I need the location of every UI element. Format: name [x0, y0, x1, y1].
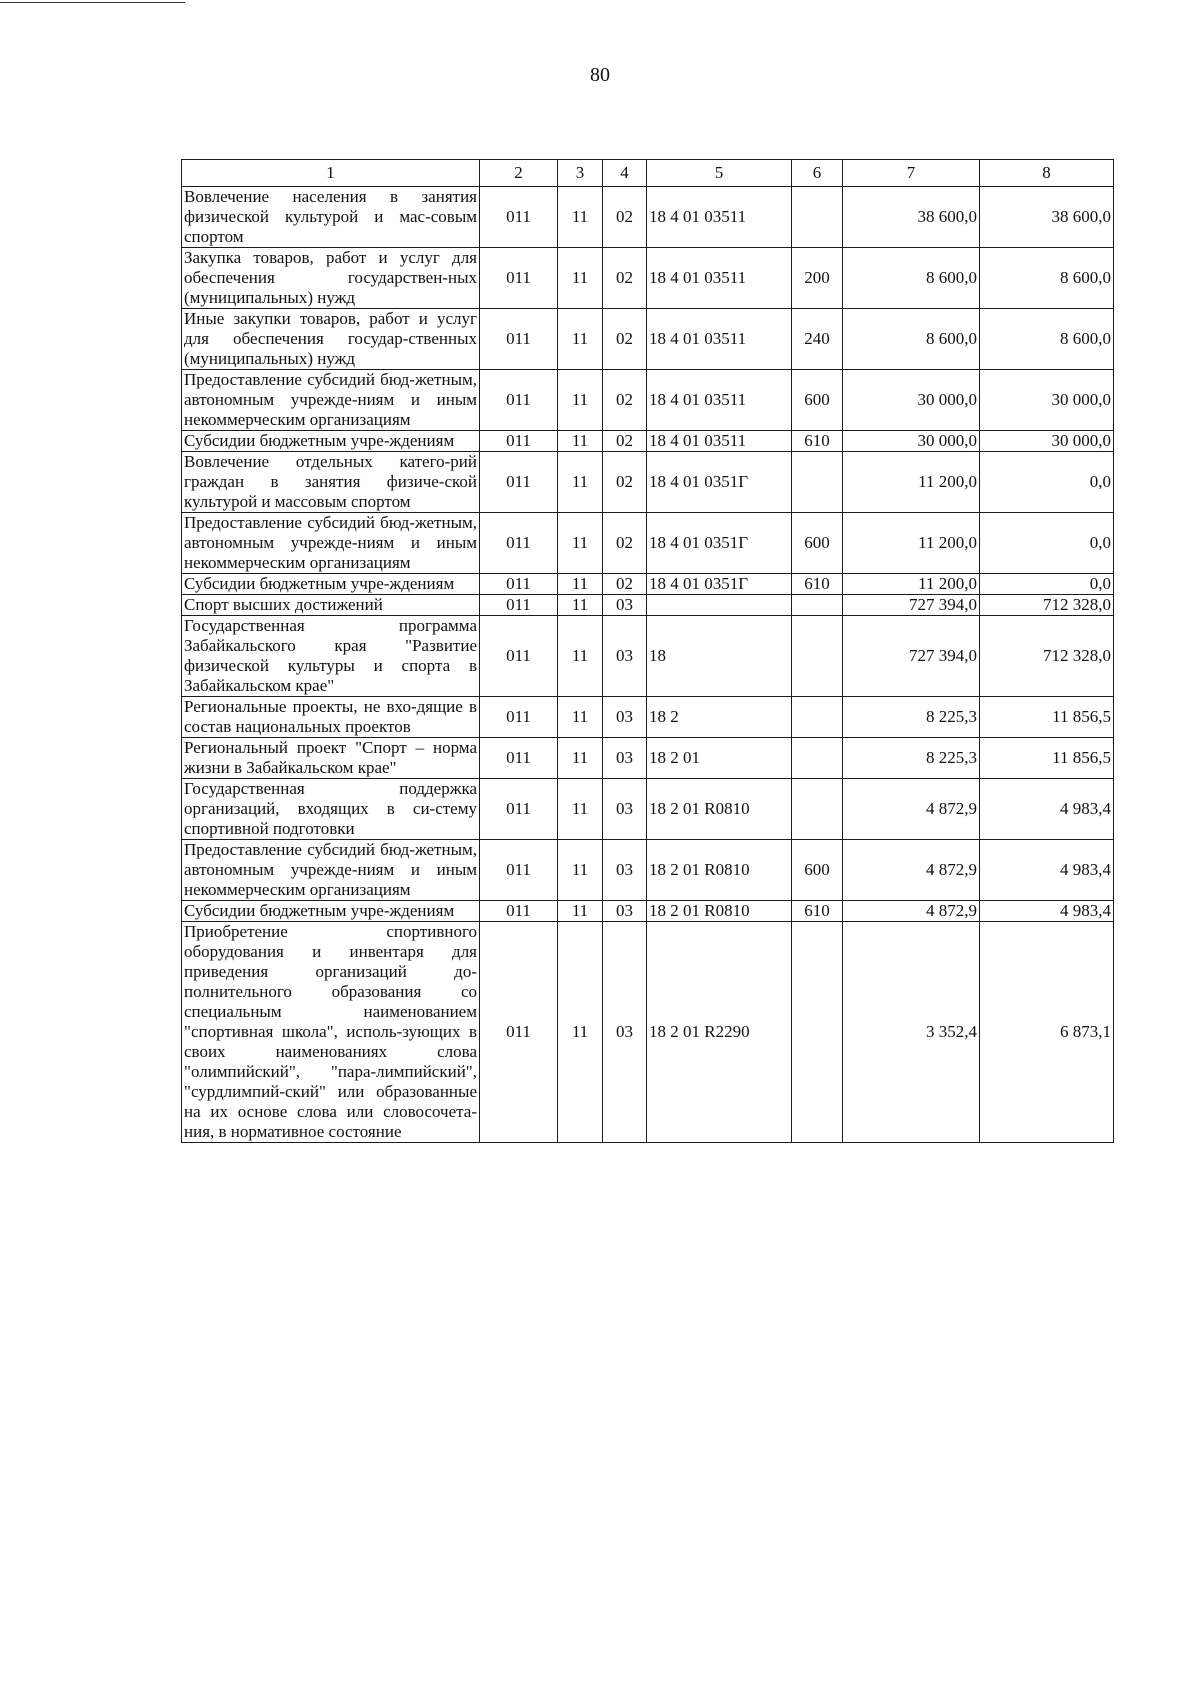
subsection-cell: 03	[603, 697, 647, 738]
amount-year1-cell: 4 872,9	[843, 901, 980, 922]
row-name-cell: Государственная поддержка организаций, входящих в си-стему спортивной подготовки	[182, 779, 480, 840]
amount-year1-cell: 11 200,0	[843, 452, 980, 513]
expense-type-cell: 600	[792, 840, 843, 901]
subsection-cell: 03	[603, 595, 647, 616]
section-cell: 11	[558, 738, 603, 779]
section-cell: 11	[558, 187, 603, 248]
amount-year2-cell: 8 600,0	[980, 309, 1114, 370]
subsection-cell: 03	[603, 616, 647, 697]
header-cell-6: 6	[792, 160, 843, 187]
admin-code-cell: 011	[480, 452, 558, 513]
table-row	[182, 370, 1114, 431]
subsection-cell: 02	[603, 513, 647, 574]
expense-type-cell	[792, 738, 843, 779]
amount-year2-cell: 30 000,0	[980, 370, 1114, 431]
row-name-cell: Субсидии бюджетным учре-ждениям	[182, 574, 480, 595]
admin-code-cell: 011	[480, 779, 558, 840]
table-row	[182, 431, 1114, 452]
amount-year2-cell: 6 873,1	[980, 922, 1114, 1143]
amount-year1-cell: 38 600,0	[843, 187, 980, 248]
table-row	[182, 616, 1114, 697]
expense-type-cell: 610	[792, 901, 843, 922]
subsection-cell: 02	[603, 370, 647, 431]
amount-year2-cell: 8 600,0	[980, 248, 1114, 309]
header-cell-3: 3	[558, 160, 603, 187]
amount-year1-cell: 11 200,0	[843, 513, 980, 574]
row-name-cell: Иные закупки товаров, работ и услуг для обеспечения государ-ственных (муниципальных) нужд	[182, 309, 480, 370]
section-cell: 11	[558, 574, 603, 595]
section-cell: 11	[558, 431, 603, 452]
row-name-cell: Субсидии бюджетным учре-ждениям	[182, 431, 480, 452]
admin-code-cell: 011	[480, 187, 558, 248]
expense-type-cell: 610	[792, 574, 843, 595]
scan-edge-line	[0, 2, 185, 3]
subsection-cell: 02	[603, 187, 647, 248]
expense-type-cell: 600	[792, 370, 843, 431]
expense-type-cell	[792, 595, 843, 616]
amount-year2-cell: 4 983,4	[980, 779, 1114, 840]
subsection-cell: 02	[603, 452, 647, 513]
subsection-cell: 03	[603, 922, 647, 1143]
expense-type-cell	[792, 616, 843, 697]
target-article-cell: 18 4 01 0351Г	[647, 452, 792, 513]
row-name-cell: Закупка товаров, работ и услуг для обеспечения государствен-ных (муниципальных) нужд	[182, 248, 480, 309]
table-row	[182, 779, 1114, 840]
table-row	[182, 574, 1114, 595]
section-cell: 11	[558, 779, 603, 840]
row-name-cell: Вовлечение населения в занятия физической культурой и мас-совым спортом	[182, 187, 480, 248]
target-article-cell: 18 4 01 03511	[647, 431, 792, 452]
table-row	[182, 840, 1114, 901]
subsection-cell: 02	[603, 309, 647, 370]
header-cell-4: 4	[603, 160, 647, 187]
header-cell-7: 7	[843, 160, 980, 187]
admin-code-cell: 011	[480, 616, 558, 697]
amount-year2-cell: 38 600,0	[980, 187, 1114, 248]
target-article-cell	[647, 595, 792, 616]
section-cell: 11	[558, 595, 603, 616]
admin-code-cell: 011	[480, 431, 558, 452]
table-row	[182, 452, 1114, 513]
amount-year1-cell: 3 352,4	[843, 922, 980, 1143]
row-name-cell: Предоставление субсидий бюд-жетным, автономным учрежде-ниям и иным некоммерческим организациям	[182, 840, 480, 901]
subsection-cell: 02	[603, 248, 647, 309]
expense-type-cell	[792, 452, 843, 513]
amount-year2-cell: 4 983,4	[980, 901, 1114, 922]
subsection-cell: 03	[603, 738, 647, 779]
table-body	[182, 187, 1114, 1143]
amount-year2-cell: 11 856,5	[980, 697, 1114, 738]
section-cell: 11	[558, 248, 603, 309]
target-article-cell: 18 2 01 R0810	[647, 901, 792, 922]
admin-code-cell: 011	[480, 309, 558, 370]
table-row	[182, 697, 1114, 738]
row-name-cell: Предоставление субсидий бюд-жетным, автономным учрежде-ниям и иным некоммерческим организациям	[182, 513, 480, 574]
admin-code-cell: 011	[480, 595, 558, 616]
expense-type-cell	[792, 779, 843, 840]
amount-year2-cell: 4 983,4	[980, 840, 1114, 901]
section-cell: 11	[558, 922, 603, 1143]
target-article-cell: 18 4 01 0351Г	[647, 574, 792, 595]
expense-type-cell	[792, 697, 843, 738]
table-row	[182, 738, 1114, 779]
section-cell: 11	[558, 513, 603, 574]
subsection-cell: 02	[603, 574, 647, 595]
amount-year2-cell: 0,0	[980, 452, 1114, 513]
expense-type-cell: 200	[792, 248, 843, 309]
section-cell: 11	[558, 452, 603, 513]
amount-year2-cell: 11 856,5	[980, 738, 1114, 779]
row-name-cell: Региональный проект "Спорт – норма жизни в Забайкальском крае"	[182, 738, 480, 779]
admin-code-cell: 011	[480, 738, 558, 779]
section-cell: 11	[558, 697, 603, 738]
header-cell-2: 2	[480, 160, 558, 187]
expense-type-cell: 600	[792, 513, 843, 574]
budget-table	[181, 159, 1114, 1143]
amount-year1-cell: 30 000,0	[843, 370, 980, 431]
amount-year2-cell: 712 328,0	[980, 616, 1114, 697]
amount-year1-cell: 727 394,0	[843, 595, 980, 616]
table-row	[182, 187, 1114, 248]
admin-code-cell: 011	[480, 901, 558, 922]
row-name-cell: Региональные проекты, не вхо-дящие в состав национальных проектов	[182, 697, 480, 738]
target-article-cell: 18 4 01 03511	[647, 187, 792, 248]
amount-year1-cell: 8 225,3	[843, 697, 980, 738]
table-row	[182, 309, 1114, 370]
section-cell: 11	[558, 840, 603, 901]
header-cell-8: 8	[980, 160, 1114, 187]
amount-year2-cell: 712 328,0	[980, 595, 1114, 616]
amount-year1-cell: 727 394,0	[843, 616, 980, 697]
subsection-cell: 03	[603, 901, 647, 922]
subsection-cell: 03	[603, 840, 647, 901]
table-row	[182, 922, 1114, 1143]
admin-code-cell: 011	[480, 574, 558, 595]
amount-year2-cell: 0,0	[980, 513, 1114, 574]
subsection-cell: 02	[603, 431, 647, 452]
row-name-cell: Государственная программа Забайкальского края "Развитие физической культуры и спорта в Забайкальском крае"	[182, 616, 480, 697]
row-name-cell: Приобретение спортивного оборудования и инвентаря для приведения организаций до-полнительного образования со специальным наименованием "спортивная школа", исполь-зующих в своих наименованиях слова "олимпийский", "пара-лимпийский", "сурдлимпий-ский" или образованные на их основе слова или словосочета-ния, в нормативное состояние	[182, 922, 480, 1143]
target-article-cell: 18 2 01 R0810	[647, 840, 792, 901]
admin-code-cell: 011	[480, 697, 558, 738]
subsection-cell: 03	[603, 779, 647, 840]
admin-code-cell: 011	[480, 248, 558, 309]
target-article-cell: 18 4 01 0351Г	[647, 513, 792, 574]
row-name-cell: Вовлечение отдельных катего-рий граждан в занятия физиче-ской культурой и массовым спортом	[182, 452, 480, 513]
amount-year2-cell: 0,0	[980, 574, 1114, 595]
amount-year1-cell: 4 872,9	[843, 840, 980, 901]
admin-code-cell: 011	[480, 513, 558, 574]
expense-type-cell	[792, 922, 843, 1143]
admin-code-cell: 011	[480, 840, 558, 901]
section-cell: 11	[558, 309, 603, 370]
expense-type-cell: 240	[792, 309, 843, 370]
section-cell: 11	[558, 901, 603, 922]
header-cell-5: 5	[647, 160, 792, 187]
amount-year1-cell: 30 000,0	[843, 431, 980, 452]
section-cell: 11	[558, 616, 603, 697]
row-name-cell: Предоставление субсидий бюд-жетным, автономным учрежде-ниям и иным некоммерческим организациям	[182, 370, 480, 431]
amount-year1-cell: 8 225,3	[843, 738, 980, 779]
admin-code-cell: 011	[480, 922, 558, 1143]
header-cell-1: 1	[182, 160, 480, 187]
table-row	[182, 513, 1114, 574]
amount-year1-cell: 11 200,0	[843, 574, 980, 595]
amount-year1-cell: 8 600,0	[843, 309, 980, 370]
amount-year1-cell: 8 600,0	[843, 248, 980, 309]
target-article-cell: 18	[647, 616, 792, 697]
table-header-row	[182, 160, 1114, 187]
amount-year1-cell: 4 872,9	[843, 779, 980, 840]
expense-type-cell: 610	[792, 431, 843, 452]
target-article-cell: 18 2 01 R2290	[647, 922, 792, 1143]
expense-type-cell	[792, 187, 843, 248]
row-name-cell: Спорт высших достижений	[182, 595, 480, 616]
admin-code-cell: 011	[480, 370, 558, 431]
target-article-cell: 18 4 01 03511	[647, 370, 792, 431]
target-article-cell: 18 2 01	[647, 738, 792, 779]
target-article-cell: 18 2	[647, 697, 792, 738]
target-article-cell: 18 4 01 03511	[647, 248, 792, 309]
section-cell: 11	[558, 370, 603, 431]
target-article-cell: 18 2 01 R0810	[647, 779, 792, 840]
table-row	[182, 901, 1114, 922]
page-number: 80	[590, 64, 610, 86]
target-article-cell: 18 4 01 03511	[647, 309, 792, 370]
table-row	[182, 595, 1114, 616]
amount-year2-cell: 30 000,0	[980, 431, 1114, 452]
table-row	[182, 248, 1114, 309]
row-name-cell: Субсидии бюджетным учре-ждениям	[182, 901, 480, 922]
